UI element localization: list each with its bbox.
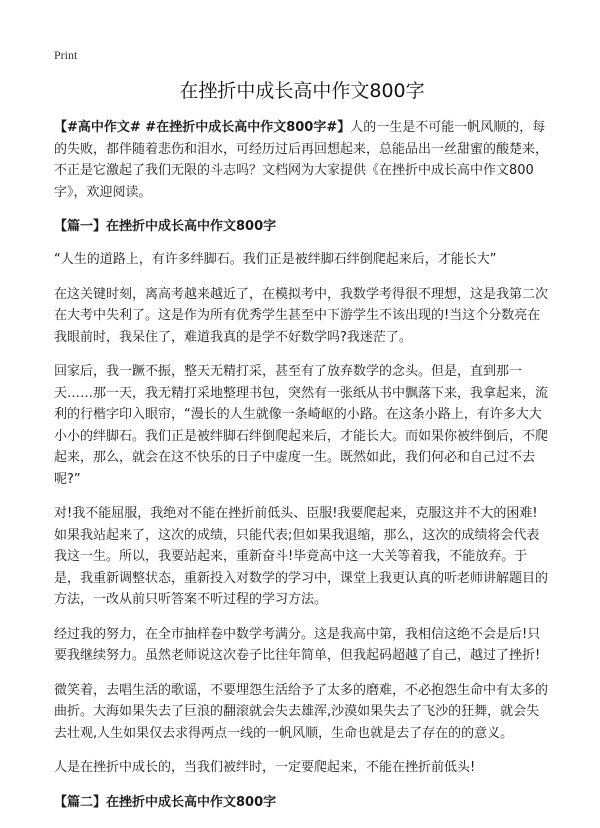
paragraph-7: 人是在挫折中成长的，当我们被绊时，一定要爬起来，不能在挫折前低头!	[54, 760, 476, 775]
paragraph-5: 经过我的努力，在全市抽样卷中数学考满分。这是我高中第，我相信这绝不会是后!只要我继续努力。虽然老师说这次卷子比往年简单，但我起码超越了自己，越过了挫折!	[54, 626, 541, 663]
paragraph-3: 回家后，我一蹶不振，整天无精打采，甚至有了放弃数学的念头。但是，直到那一天……那一天，我无精打采地整理书包，突然有一张纸从书中飘落下来，我拿起来，流利的行楷字印入眼帘，“漫长的人生就像一条崎岖的小路。在这条小路上，有许多大大小小的绊脚石。我们正是被绊脚石绊倒爬起来后，才能长大。而如果你被绊倒后，不爬起来，那么，就会在这不快乐的日子中虚度一生。既然如此，我们何必和自己过不去呢?”	[54, 364, 549, 487]
print-link[interactable]: Print	[54, 48, 78, 62]
paragraph-2: 在这关键时刻，离高考越来越近了，在模拟考中，我数学考得很不理想，这是我第二次在大考中失利了。这是作为所有优秀学生甚至中下游学生不该出现的!当这个分数亮在我眼前时，我呆住了，难道我真的是学不好数学吗?我迷茫了。	[54, 286, 549, 345]
intro-paragraph	[54, 117, 550, 203]
paragraph-1: “人生的道路上，有许多绊脚石。我们正是被绊脚石绊倒爬起来后，才能长大”	[54, 252, 497, 267]
intro-text: 人的一生是不可能一帆风顺的，每的失败，都伴随着悲伤和泪水，可经历过后再回想起来，总能品出一丝甜蜜的酸楚来，不正是它激起了我们无限的斗志吗？文档网为大家提供《在挫折中成长高中作文800字》，欢迎阅读。	[54, 120, 549, 200]
section-heading-2: 【篇二】在挫折中成长高中作文800字	[54, 794, 277, 810]
page-title: 在挫折中成长高中作文800字	[179, 80, 425, 102]
paragraph-6: 微笑着，去唱生活的歌谣，不要埋怨生活给予了太多的磨难，不必抱怨生命中有太多的曲折。大海如果失去了巨浪的翻滚就会失去雄浑,沙漠如果失去了飞沙的狂舞，就会失去壮观,人生如果仅去求得两点一线的一帆风顺，生命也就是去了存在的的意义。	[54, 682, 549, 741]
intro-tags: 【#高中作文# #在挫折中成长高中作文800字#】	[54, 120, 351, 135]
paragraph-4: 对!我不能屈服，我绝对不能在挫折前低头、臣服!我要爬起来，克服这并不大的困难!如果我站起来了，这次的成绩，只能代表;但如果我退缩，那么，这次的成绩将会代表我这一生。所以，我要站起来，重新奋斗!毕竟高中这一大关等着我，不能放弃。于是，我重新调整状态，重新投入对数学的学习中，课堂上我更认真的听老师讲解题目的方法，一改从前只听答案不听过程的学习方法。	[54, 506, 549, 607]
section-heading-1: 【篇一】在挫折中成长高中作文800字	[54, 219, 277, 234]
article	[54, 72, 550, 825]
